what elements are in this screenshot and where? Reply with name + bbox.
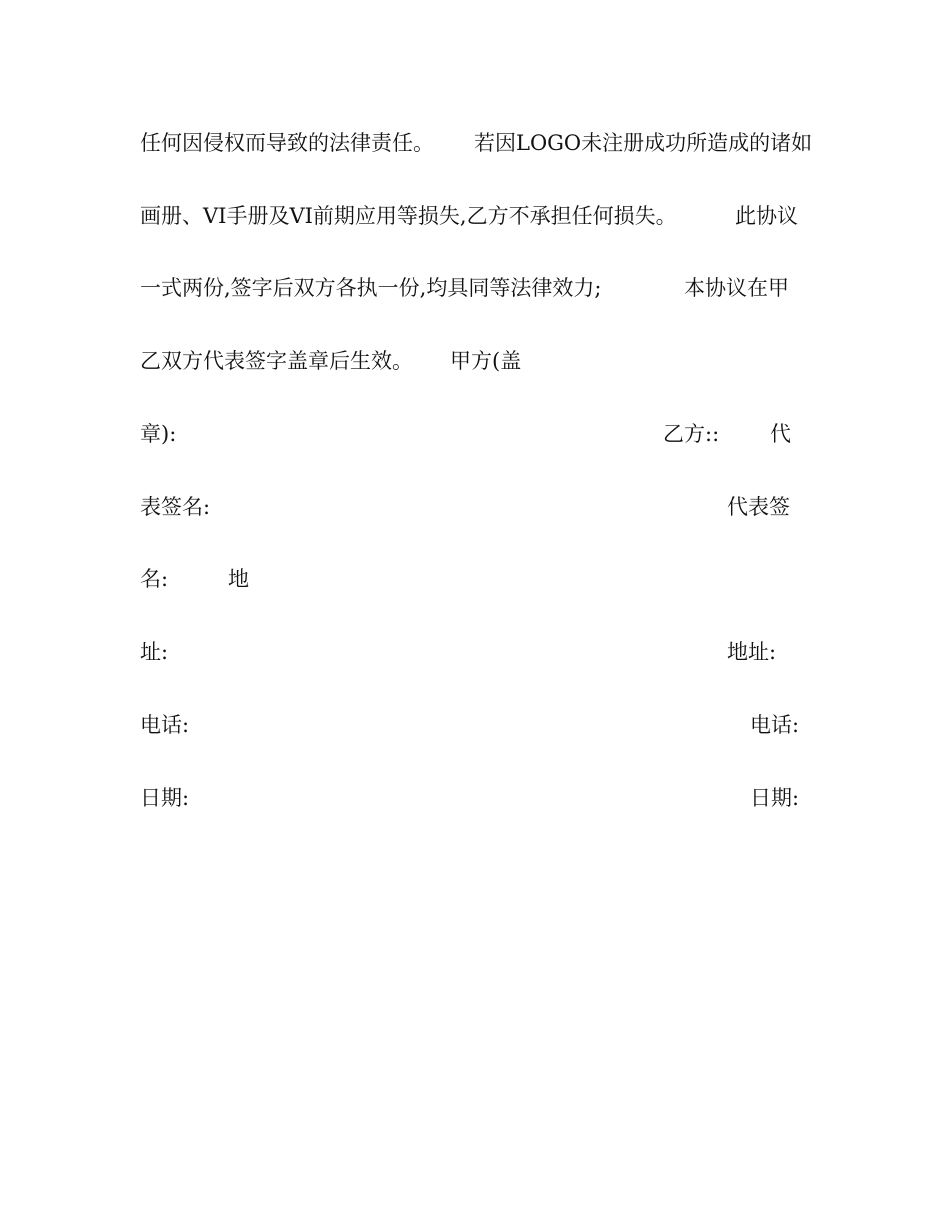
party-b-name-label: 名:	[140, 567, 169, 591]
text-segment: 甲方(盖	[450, 349, 522, 373]
party-b-label: 乙方::	[663, 422, 720, 446]
text-segment: 此协议	[735, 204, 798, 228]
text-segment: 乙双方代表签字盖章后生效。	[140, 349, 413, 373]
paragraph-line-4	[140, 346, 810, 376]
signature-row-name	[140, 564, 810, 594]
paragraph-line-2	[140, 201, 810, 231]
signature-row-date	[140, 783, 810, 813]
party-b-representative-label: 代	[770, 422, 791, 446]
signature-row-seal	[140, 419, 810, 449]
party-a-seal-label: 章):	[140, 422, 177, 446]
signature-row-phone	[140, 710, 810, 740]
signature-row-representative	[140, 492, 810, 522]
party-a-date-label: 日期:	[140, 786, 190, 810]
text-segment: 一式两份,签字后双方各执一份,均具同等法律效力;	[140, 276, 602, 300]
text-segment: 若因LOGO未注册成功所造成的诸如	[474, 131, 813, 155]
party-b-date-label: 日期:	[750, 786, 800, 810]
signature-row-address	[140, 637, 810, 667]
text-segment: 任何因侵权而导致的法律责任。	[140, 131, 434, 155]
party-a-representative-label: 表签名:	[140, 495, 211, 519]
paragraph-line-1	[140, 128, 813, 158]
paragraph-line-3	[140, 273, 810, 303]
party-b-representative-label: 代表签	[727, 495, 790, 519]
party-b-address-label: 地址:	[727, 640, 777, 664]
party-a-address-label: 地	[228, 567, 249, 591]
party-b-phone-label: 电话:	[750, 713, 800, 737]
party-a-address-label: 址:	[140, 640, 169, 664]
text-segment: 画册、VI手册及VI前期应用等损失,乙方不承担任何损失。	[140, 204, 677, 228]
party-a-phone-label: 电话:	[140, 713, 190, 737]
text-segment: 本协议在甲	[684, 276, 789, 300]
